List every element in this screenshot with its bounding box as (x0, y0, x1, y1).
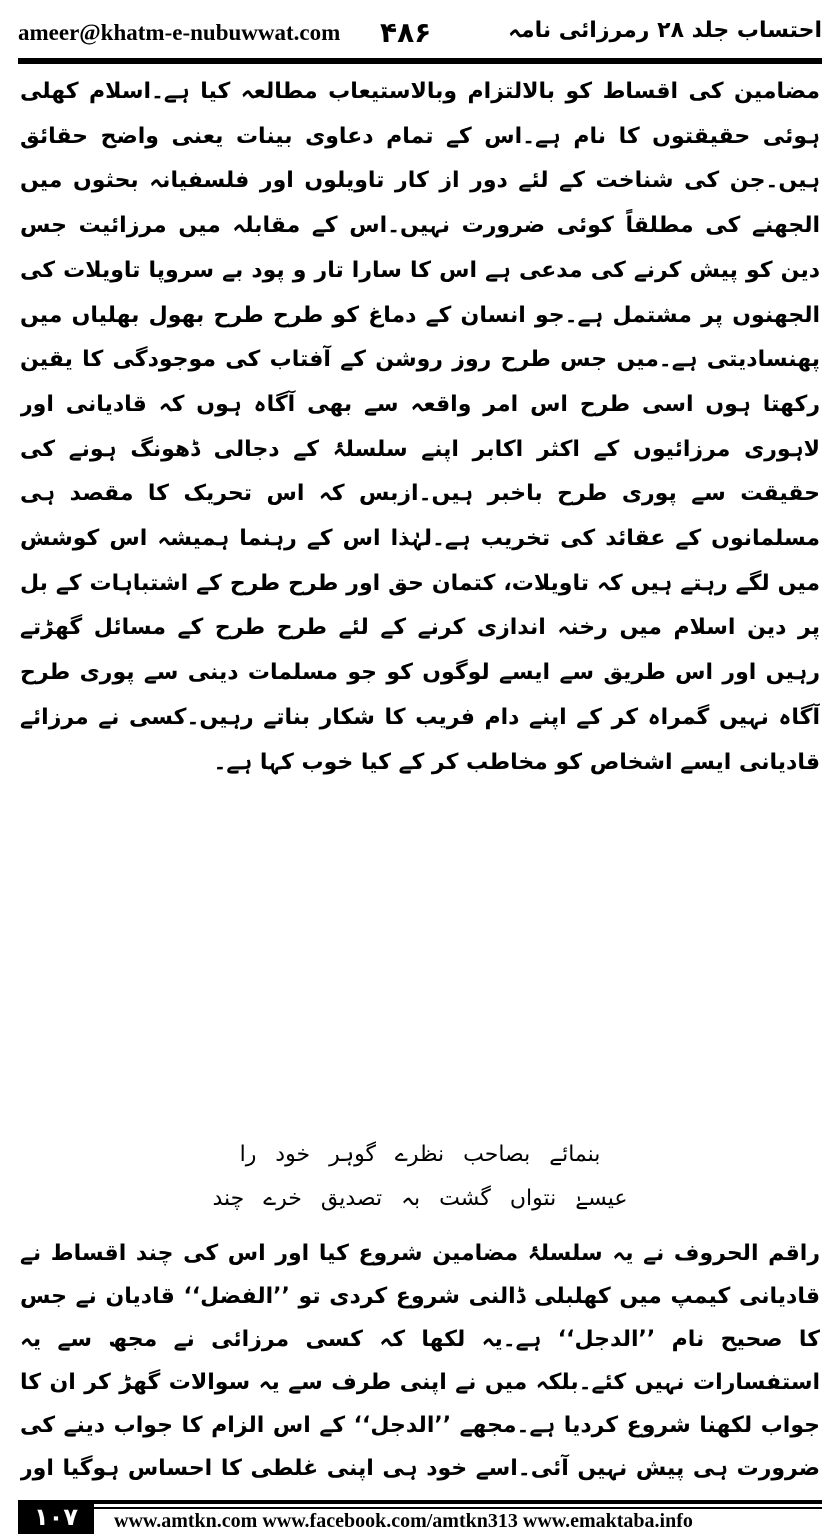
header-rule (18, 58, 822, 64)
body-paragraph-2: راقم الحروف نے یہ سلسلۂ مضامین شروع کیا اور اس کی چند اقساط نے قادیانی کیمپ میں کھلبلی ڈالنی شروع کردی تو ’’الفضل‘‘ قادیان نے جس کا صحیح نام ’’الدجل‘‘ ہے۔یہ لکھا کہ کسی مرزائی نے مجھ سے یہ استفسارات نہیں کئے۔بلکہ میں نے اپنی طرف سے یہ سوالات گھڑ کر ان کا جواب لکھنا شروع کردیا ہے۔مجھے ’’الدجل‘‘ کے اس الزام کا جواب دینے کی ضرورت ہی پیش نہیں آئی۔اسے خود ہی اپنی غلطی کا احساس ہوگیا اور (20, 1241, 820, 1481)
page-number: ۴۸۶ (380, 16, 432, 49)
page-footer (18, 1500, 822, 1536)
page-header (18, 14, 822, 54)
footer-rule-thin (94, 1507, 822, 1509)
verse-line-2: عیسےٰ نتواں گشت بہ تصدیق خرے چند (212, 1186, 628, 1211)
verse-line-1: بنمائے بصاحب نظرے گوہر خود را (239, 1142, 601, 1167)
running-title: احتساب جلد ۲۸ رمرزائی نامہ (508, 18, 822, 43)
footer-links: www.amtkn.com www.facebook.com/amtkn313 www.emaktaba.info (114, 1510, 693, 1532)
folio-number: ۱۰۷ (18, 1500, 94, 1534)
header-email: ameer@khatm-e-nubuwwat.com (18, 20, 341, 45)
footer-rule (94, 1500, 822, 1504)
body-paragraph-1: مضامین کی اقساط کو بالالتزام وبالاستیعاب مطالعہ کیا ہے۔اسلام کھلی ہوئی حقیقتوں کا نام ہے۔اس کے تمام دعاوی بینات یعنی واضح حقائق ہیں۔جن کی شناخت کے لئے دور از کار تاویلوں اور فلسفیانہ بحثوں میں الجھنے کی مطلقاً کوئی ضرورت نہیں۔اس کے مقابلہ میں مرزائیت جس دین کو پیش کرنے کی مدعی ہے اس کا سارا تار و پود بے سروپا تاویلات کی الجھنوں پر مشتمل ہے۔جو انسان کے دماغ کو طرح طرح بھول بھلیاں میں پھنسادیتی ہے۔میں جس طرح روز روشن کے آفتاب کی موجودگی کا یقین رکھتا ہوں اسی طرح اس امر واقعہ سے بھی آگاہ ہوں کہ قادیانی اور لاہوری مرزائیوں کے اکثر اکابر اپنے سلسلۂ کے دجالی ڈھونگ ہونے کی حقیقت سے پوری طرح باخبر ہیں۔ازبس کہ اس تحریک کا مقصد ہی مسلمانوں کے عقائد کی تخریب ہے۔لہٰذا اس کے رہنما ہمیشہ اس کوشش میں لگے رہتے ہیں کہ تاویلات، کتمان حق اور طرح طرح کے اشتباہات کے بل پر دین اسلام میں رخنہ اندازی کرنے کے لئے طرح طرح کے مسائل گھڑتے رہیں اور اس طریق سے ایسے لوگوں کو جو مسلمات دینی سے پوری طرح آگاہ نہیں گمراہ کر کے اپنے دام فریب کا شکار بناتے رہیں۔کسی نے مرزائے قادیانی ایسے اشخاص کو مخاطب کر کے کیا خوب کہا ہے۔ (20, 79, 820, 775)
